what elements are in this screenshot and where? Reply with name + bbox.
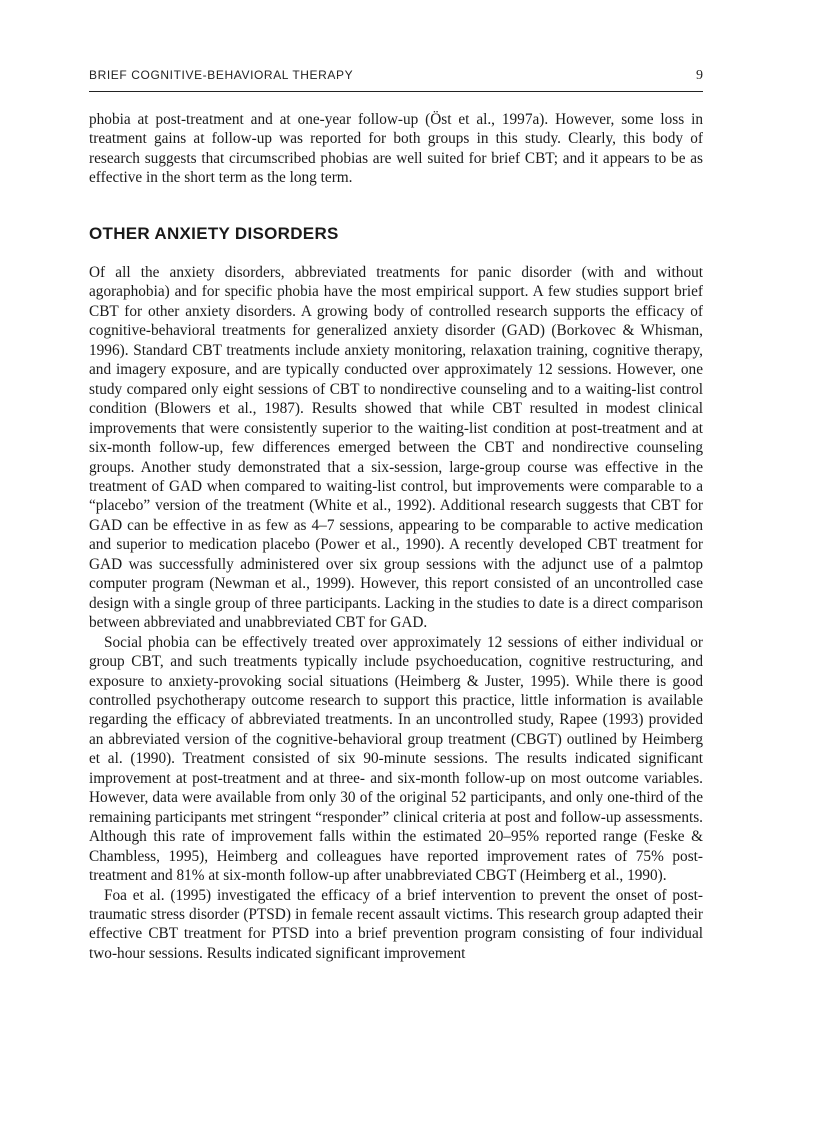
paragraph-gad: Of all the anxiety disorders, abbreviated treatments for panic disorder (with and without agoraphobia) and for specific phobia have the most empirical support. A few studies support brief CBT for other anxiety disorders. A growing body of controlled research supports the efficacy of cognitive-behavioral treatments for generalized anxiety disorder (GAD) (Borkovec & Whisman, 1996). Standard CBT treatments include anxiety monitoring, relaxation training, cognitive therapy, and imagery exposure, and are typically conducted over approximately 12 sessions. However, one study compared only eight sessions of CBT to nondirective counseling and to a waiting-list control condition (Blowers et al., 1987). Results showed that while CBT resulted in modest clinical improvements that were consistently superior to the waiting-list condition at post-treatment and at six-month follow-up, few differences emerged between the CBT and nondirective counseling groups. Another study demonstrated that a six-session, large-group course was effective in the treatment of GAD when compared to waiting-list control, but improvements were comparable to a “placebo” version of the treatment (White et al., 1992). Additional research suggests that CBT for GAD can be effective in as few as 4–7 sessions, appearing to be comparable to active medication and superior to medication placebo (Power et al., 1990). A recently developed CBT treatment for GAD was successfully administered over six group sessions with the adjunct use of a palmtop computer program (Newman et al., 1999). However, this report consisted of an uncontrolled case design with a single group of three participants. Lacking in the studies to date is a direct comparison between abbreviated and unabbreviated CBT for GAD. xyxy=(89,264,703,632)
paragraph-ptsd: Foa et al. (1995) investigated the efficacy of a brief intervention to prevent the onset of post-traumatic stress disorder (PTSD) in female recent assault victims. This research group adapted their effective CBT treatment for PTSD into a brief prevention program consisting of four individual two-hour sessions. Results indicated significant improvement xyxy=(89,886,703,962)
running-title: BRIEF COGNITIVE-BEHAVIORAL THERAPY xyxy=(89,68,354,82)
section-body xyxy=(89,263,703,963)
paragraph-social-phobia: Social phobia can be effectively treated over approximately 12 sessions of either individual or group CBT, and such treatments typically include psychoeducation, cognitive restructuring, and exposure to anxiety-provoking social situations (Heimberg & Juster, 1995). While there is good controlled psychotherapy outcome research to support this practice, little information is available regarding the efficacy of abbreviated treatments. In an uncontrolled study, Rapee (1993) provided an abbreviated version of the cognitive-behavioral group treatment (CBGT) outlined by Heimberg et al. (1990). Treatment consisted of six 90-minute sessions. The results indicated significant improvement at post-treatment and at three- and six-month follow-up on most outcome variables. However, data were available from only 30 of the original 52 participants, and only one-third of the remaining participants met stringent “responder” clinical criteria at post and follow-up assessments. Although this rate of improvement falls within the estimated 20–95% reported range (Feske & Chambless, 1995), Heimberg and colleagues have reported improvement rates of 75% post-treatment and 81% at six-month follow-up after unabbreviated CBGT (Heimberg et al., 1990). xyxy=(89,633,703,885)
running-header xyxy=(89,68,703,88)
header-rule xyxy=(89,91,703,92)
section-heading: OTHER ANXIETY DISORDERS xyxy=(89,224,339,243)
page-number: 9 xyxy=(696,68,703,83)
intro-paragraph: phobia at post-treatment and at one-year follow-up (Öst et al., 1997a). However, some loss in treatment gains at follow-up was reported for both groups in this study. Clearly, this body of research suggests that circumscribed phobias are well suited for brief CBT; and it appears to be as effective in the short term as the long term. xyxy=(89,111,703,187)
